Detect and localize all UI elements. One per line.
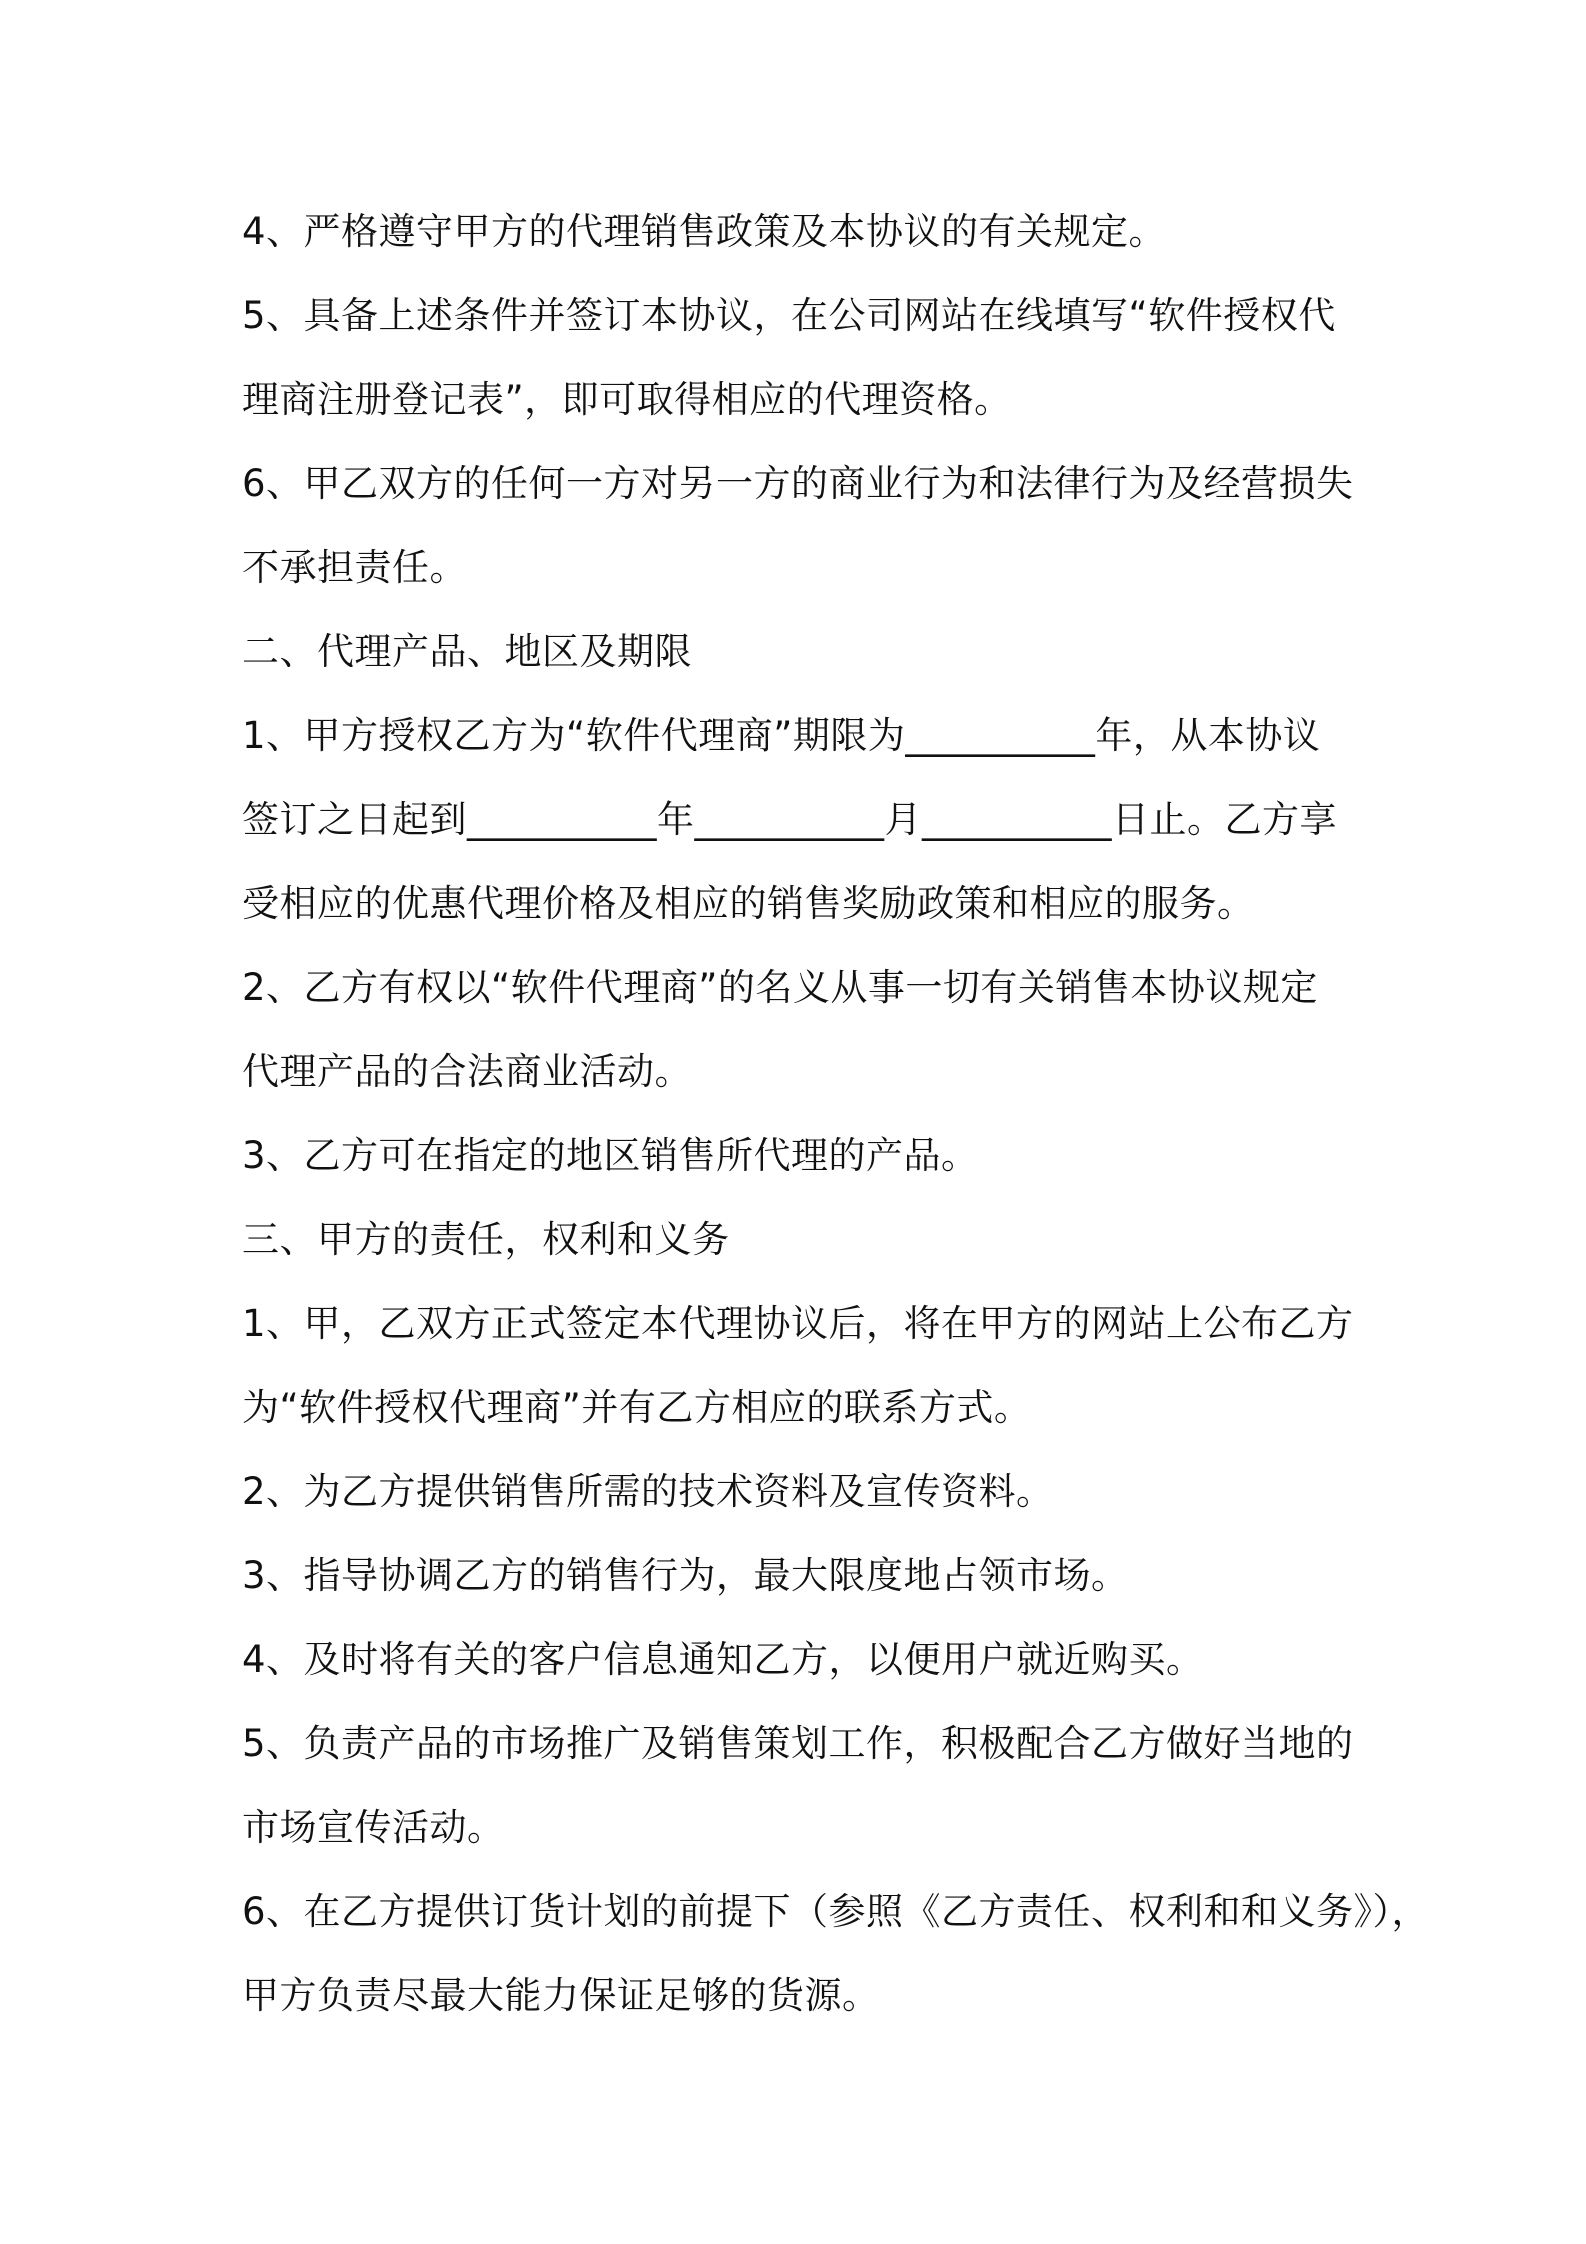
clause-line: 1、甲方授权乙方为“软件代理商”期限为__________年，从本协议: [242, 714, 1321, 757]
clause-line: 甲方负责尽最大能力保证足够的货源。: [242, 1974, 880, 2017]
clause-line: 6、在乙方提供订货计划的前提下（参照《乙方责任、权利和和义务》），: [242, 1890, 1430, 1933]
clause-line: 3、乙方可在指定的地区销售所代理的产品。: [242, 1134, 979, 1177]
clause-line: 3、指导协调乙方的销售行为，最大限度地占领市场。: [242, 1554, 1129, 1597]
clause-line: 代理产品的合法商业活动。: [242, 1050, 692, 1093]
clause-line: 市场宣传活动。: [242, 1806, 505, 1849]
clause-line: 5、负责产品的市场推广及销售策划工作，积极配合乙方做好当地的: [242, 1722, 1354, 1765]
clause-line: 4、严格遵守甲方的代理销售政策及本协议的有关规定。: [242, 210, 1167, 253]
clause-line: 理商注册登记表”，即可取得相应的代理资格。: [242, 378, 1012, 421]
clause-line: 1、甲，乙双方正式签定本代理协议后，将在甲方的网站上公布乙方: [242, 1302, 1354, 1345]
clause-line: 受相应的优惠代理价格及相应的销售奖励政策和相应的服务。: [242, 882, 1255, 925]
clause-line: 5、具备上述条件并签订本协议，在公司网站在线填写“软件授权代: [242, 294, 1336, 337]
clause-line: 6、甲乙双方的任何一方对另一方的商业行为和法律行为及经营损失: [242, 462, 1354, 505]
section-heading: 三、甲方的责任，权利和义务: [242, 1218, 730, 1261]
clause-line: 2、为乙方提供销售所需的技术资料及宣传资料。: [242, 1470, 1054, 1513]
clause-line: 2、乙方有权以“软件代理商”的名义从事一切有关销售本协议规定: [242, 966, 1318, 1009]
clause-line: 不承担责任。: [242, 546, 467, 589]
clause-line: 4、及时将有关的客户信息通知乙方，以便用户就近购买。: [242, 1638, 1204, 1681]
clause-line: 为“软件授权代理商”并有乙方相应的联系方式。: [242, 1386, 1032, 1429]
section-heading: 二、代理产品、地区及期限: [242, 630, 692, 673]
clause-line: 签订之日起到__________年__________月__________日止。乙方享: [242, 798, 1337, 841]
document-body: [242, 190, 1430, 2038]
